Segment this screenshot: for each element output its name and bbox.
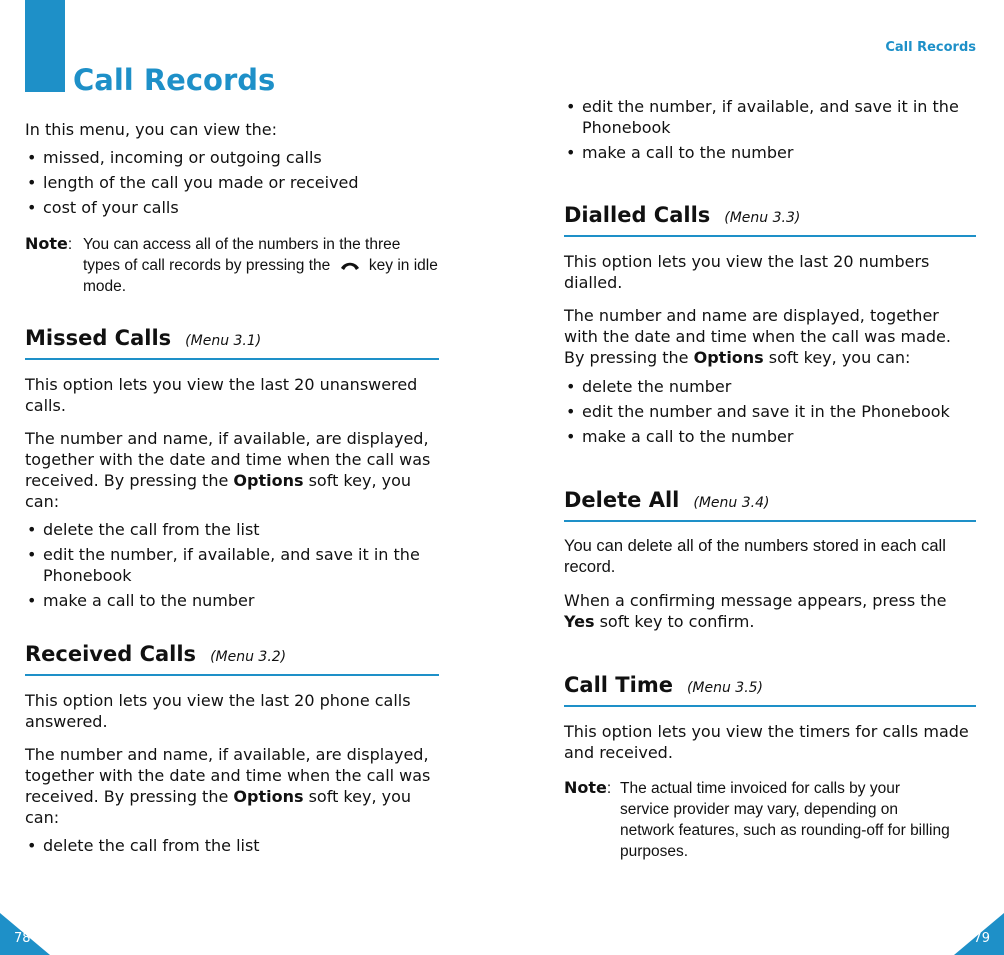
note-billing: Note: The actual time invoiced for calls by your service provider may vary, depending on network features, such as rounding-off for billing purposes. (564, 778, 950, 860)
list-item: • cost of your calls (25, 197, 439, 218)
intro-text: In this menu, you can view the: (25, 120, 277, 139)
missed-calls-options (25, 519, 439, 615)
note-label: Note (564, 778, 607, 797)
dialled-calls-options (564, 376, 976, 451)
call-time-heading: Call Time (Menu 3.5) (564, 671, 976, 707)
received-calls-p2: The number and name, if available, are displayed, together with the date and time when the call was received. By pressing the Options soft key, you can: (25, 745, 431, 827)
dialled-calls-p1: This option lets you view the last 20 numbers dialled. (564, 252, 930, 292)
chapter-title: Call Records (73, 63, 276, 97)
send-key-icon (339, 259, 361, 273)
missed-calls-p2: The number and name, if available, are displayed, together with the date and time when the call was received. By pressing the Options soft key, you can: (25, 429, 431, 511)
note-text-before: You can access all of the numbers in the three types of call records by pressing the (83, 236, 401, 274)
dialled-calls-p2: The number and name are displayed, together with the date and time when the call was made. By pressing the Options soft key, you can: (564, 306, 951, 367)
missed-calls-p1: This option lets you view the last 20 unanswered calls. (25, 375, 418, 415)
list-item: • missed, incoming or outgoing calls (25, 147, 439, 168)
note-label: Note (25, 234, 68, 253)
page-number-right: 79 (973, 931, 990, 946)
chapter-accent-bar (25, 0, 65, 92)
list-item: • edit the number, if available, and save it in the Phonebook (564, 96, 976, 138)
delete-all-p2: When a confirming message appears, press the Yes soft key to confirm. (564, 591, 947, 631)
continued-options (564, 96, 976, 167)
list-item: • edit the number, if available, and save it in the Phonebook (25, 544, 439, 586)
delete-all-p1: You can delete all of the numbers stored in each call record. (564, 537, 946, 576)
delete-all-heading: Delete All (Menu 3.4) (564, 486, 976, 522)
note-phone-key: Note: You can access all of the numbers in the three types of call records by pressing the key in idle mode. (25, 234, 438, 295)
note-text-after: key in idle mode. (83, 257, 438, 295)
list-item: • make a call to the number (25, 590, 439, 611)
dialled-calls-heading: Dialled Calls (Menu 3.3) (564, 201, 976, 237)
list-item: • delete the number (564, 376, 976, 397)
received-calls-heading: Received Calls (Menu 3.2) (25, 640, 439, 676)
missed-calls-heading: Missed Calls (Menu 3.1) (25, 324, 439, 360)
list-item: • length of the call you made or received (25, 172, 439, 193)
page-number-left: 78 (14, 931, 31, 946)
note-text: The actual time invoiced for calls by your service provider may vary, depending on network features, such as rounding-off for billing purposes. (620, 780, 950, 860)
list-item: • make a call to the number (564, 426, 976, 447)
received-calls-p1: This option lets you view the last 20 phone calls answered. (25, 691, 411, 731)
received-calls-options (25, 835, 439, 860)
list-item: • edit the number and save it in the Phonebook (564, 401, 976, 422)
list-item: • delete the call from the list (25, 519, 439, 540)
intro-bullets (25, 147, 439, 222)
list-item: • make a call to the number (564, 142, 976, 163)
list-item: • delete the call from the list (25, 835, 439, 856)
running-head: Call Records (885, 40, 976, 55)
call-time-p1: This option lets you view the timers for calls made and received. (564, 722, 969, 762)
